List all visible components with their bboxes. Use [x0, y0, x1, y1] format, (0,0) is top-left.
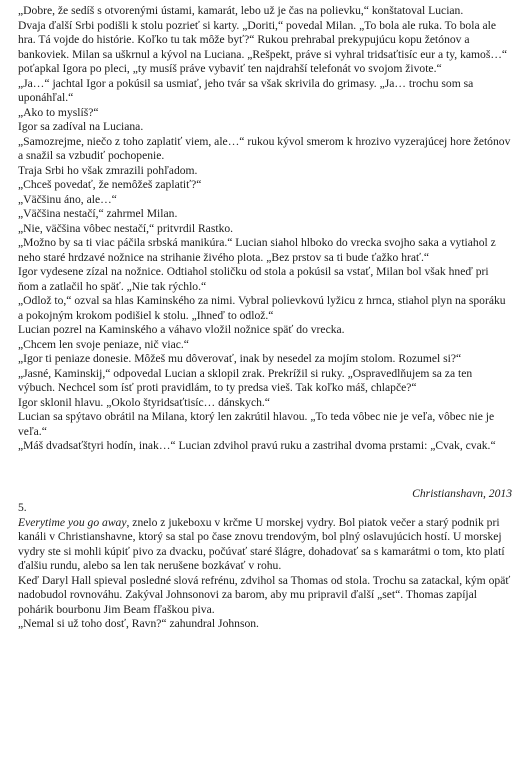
paragraph: „Jasné, Kaminskij,“ odpovedal Lucian a sklopil zrak. Prekrížil si ruky. „Ospravedlňujem sa za ten výbuch. Nechcel som ísť proti pravidlám, to ty predsa vieš. Tak koľko máš, chlapče?“: [18, 366, 473, 394]
paragraph: Igor sklonil hlavu. „Okolo štyridsaťtisíc… dánskych.“: [18, 395, 270, 409]
text-section-1: [18, 4, 512, 454]
paragraph: Traja Srbi ho však zmrazili pohľadom.: [18, 163, 198, 177]
paragraph: Igor sa zadíval na Luciana.: [18, 120, 144, 133]
chapter-first-paragraph: [18, 516, 512, 574]
paragraph: „Ako to myslíš?“: [18, 105, 99, 119]
text-section-2: [18, 574, 512, 632]
paragraph: „Nemal si už toho dosť, Ravn?“ zahundral Johnson.: [18, 617, 259, 630]
place-date: Christianshavn, 2013: [412, 486, 512, 500]
paragraph: Lucian sa spýtavo obrátil na Milana, ktorý len zakrútil hlavou. „To teda vôbec nie je veľa, vôbec nie je veľa.“: [18, 410, 495, 438]
song-title: Everytime you go away: [18, 515, 127, 529]
paragraph: „Chcem len svoje peniaze, nič viac.“: [18, 337, 189, 351]
section-spacer: [18, 454, 512, 487]
paragraph: Keď Daryl Hall spieval posledné slová refrénu, zdvihol sa Thomas od stola. Trochu sa zatackal, kým opäť nadobudol rovnováhu. Zakýval Johnsonovi za barom, aby mu pripravil ďalší „set“. Thomas zapíjal pohárik bourbonu Jim Beam fľaškou piva.: [18, 573, 511, 616]
paragraph: „Máš dvadsaťštyri hodín, inak…“ Lucian zdvihol pravú ruku a zastrihal dvoma prstami: „Cvak, cvak.“: [18, 439, 496, 452]
paragraph: „Chceš povedať, že nemôžeš zaplatiť?“: [18, 178, 202, 191]
paragraph: „Samozrejme, niečo z toho zaplatiť viem, ale…“ rukou kývol smerom k hrozivo vyzerajúcej hore žetónov a snažil sa vzbudiť pochopenie.: [18, 134, 511, 162]
first-paragraph-text: , znelo z jukeboxu v krčme U morskej vydry. Bol piatok večer a starý podnik pri kanáli v Christianshavne, ktorý sa stal po čase znovu trendovým, bol plný oslavujúcich hostí. U morskej vydry ste si mohli kúpiť pivo za dvacku, počúvať staré šlágre, dohadovať sa s kamarátmi o tom, kto platí ďalšiu rundu, alebo sa len tak nerušene bozkávať v rohu.: [18, 515, 505, 572]
paragraph: „Igor ti peniaze donesie. Môžeš mu dôverovať, inak by nesedel za mojím stolom. Rozumel si?“: [18, 352, 462, 365]
paragraph: „Ja…“ jachtal Igor a pokúsil sa usmiať, jeho tvár sa však skrivila do grimasy. „Ja… trochu som sa uponáhľal.“: [18, 76, 474, 104]
paragraph: „Väčšinu áno, ale…“: [18, 192, 117, 206]
chapter-number: 5.: [18, 501, 27, 514]
paragraph: „Nie, väčšina vôbec nestačí,“ pritvrdil Rastko.: [18, 221, 234, 235]
paragraph: „Možno by sa ti viac páčila srbská manikúra.“ Lucian siahol hlboko do vrecka svojho saka a vytiahol z neho staré hrdzavé nožnice na strihanie živého plota. „Bez prstov sa ti bude ťažko hrať.“: [18, 236, 496, 264]
paragraph: „Dobre, že sedíš s otvorenými ústami, kamarát, lebo už je čas na polievku,“ konštatoval Lucian.: [18, 4, 464, 17]
paragraph: „Odlož to,“ ozval sa hlas Kaminského za nimi. Vybral polievkovú lyžicu z hrnca, stiahol plyn na sporáku a pokojným krokom podišiel k stolu. „Ihneď to odlož.“: [18, 294, 506, 322]
paragraph: Lucian pozrel na Kaminského a váhavo vložil nožnice späť do vrecka.: [18, 323, 345, 336]
paragraph: „Väčšina nestačí,“ zahrmel Milan.: [18, 207, 178, 220]
paragraph: Dvaja ďalší Srbi podišli k stolu pozrieť si karty. „Doriti,“ povedal Milan. „To bola ale ruka. To bola ale hra. Tá vojde do histórie. Koľko tu tak môže byť?“ Rukou prehrabal prekypujúcu kopu žetónov a bankoviek. Milan sa uškrnul a kývol na Luciana. „Rešpekt, práve si vyhral tridsaťtisíc eur a ty, kamoš…“ poťapkal Igora po pleci, „ty musíš práve vybaviť ten najdrahší telefonát vo svojom živote.“: [18, 18, 508, 75]
paragraph: Igor vydesene zízal na nožnice. Odtiahol stoličku od stola a pokúsil sa vstať, Milan bol však hneď pri ňom a zatlačil ho späť. „Nie tak rýchlo.“: [18, 265, 489, 293]
document-page: [18, 4, 512, 632]
